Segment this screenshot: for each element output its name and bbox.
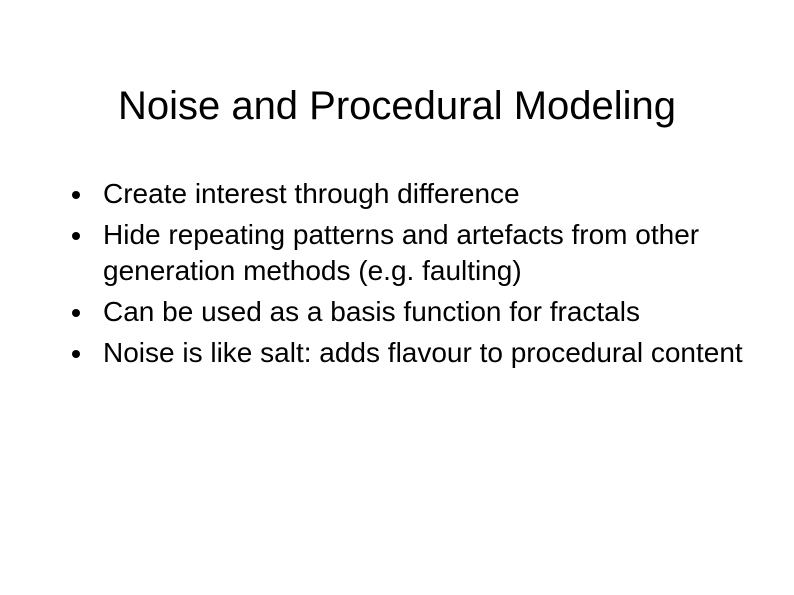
bullet-dot-icon (72, 350, 80, 358)
slide-title: Noise and Procedural Modeling (117, 84, 677, 128)
bullet-text: Create interest through difference (103, 178, 520, 209)
bullet-list (72, 176, 752, 376)
bullet-dot-icon (72, 191, 80, 199)
bullet-text: Noise is like salt: adds flavour to procedural content (103, 337, 743, 368)
bullet-item (72, 335, 752, 371)
bullet-dot-icon (72, 232, 80, 240)
bullet-text: Can be used as a basis function for fractals (103, 296, 640, 327)
bullet-item (72, 294, 752, 330)
bullet-item (72, 217, 752, 289)
bullet-dot-icon (72, 309, 80, 317)
bullet-text: Hide repeating patterns and artefacts from other generation methods (e.g. faulting) (103, 219, 700, 286)
bullet-item (72, 176, 752, 212)
